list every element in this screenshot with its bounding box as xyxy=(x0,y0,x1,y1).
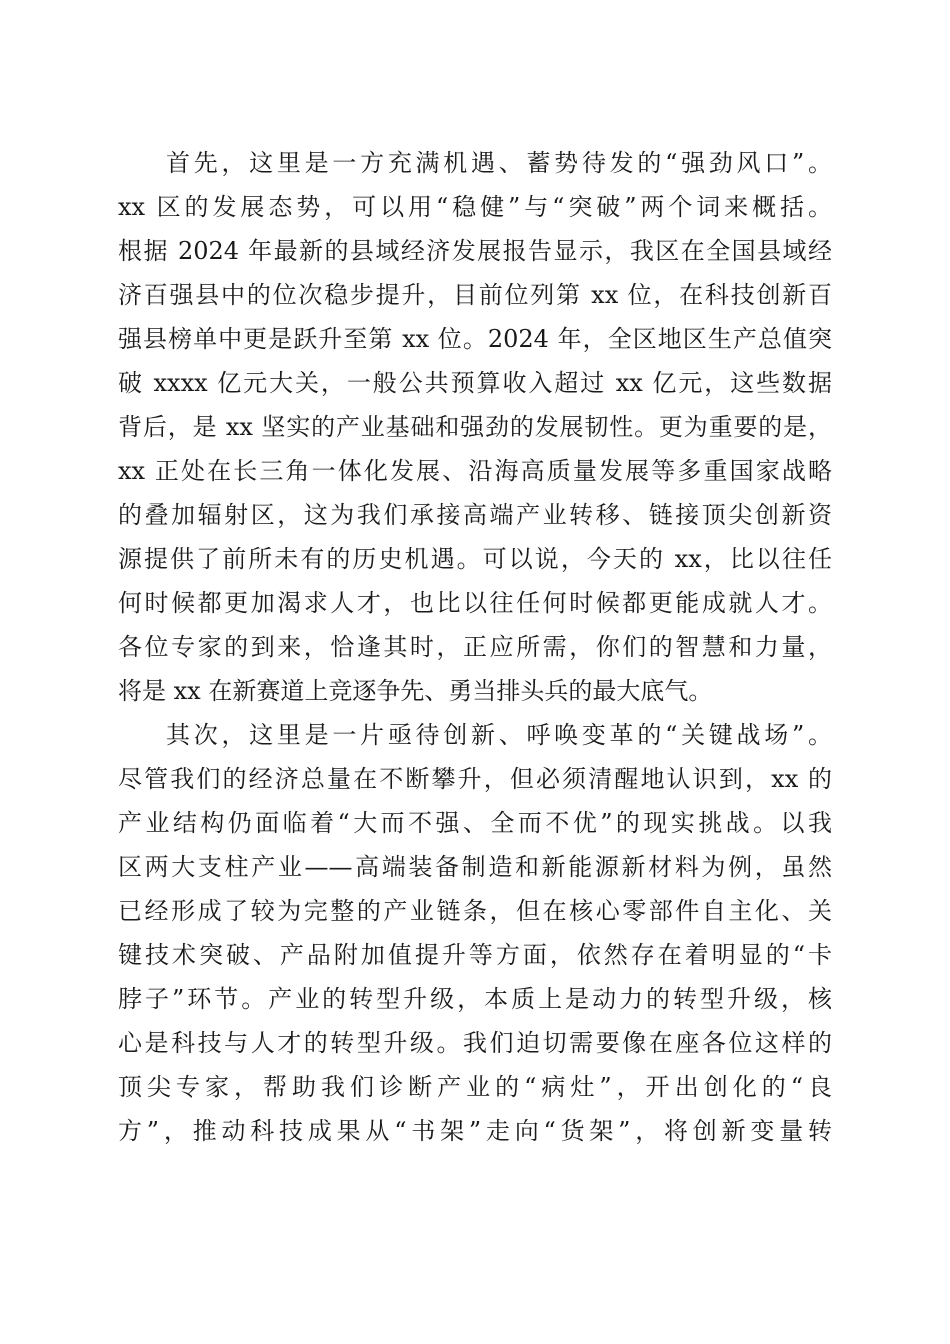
text-line: 已经形成了较为完整的产业链条，但在核心零部件自主化、关 xyxy=(118,897,832,925)
text-line: 强县榜单中更是跃升至第 xx 位。2024 年，全区地区生产总值突 xyxy=(118,325,832,353)
text-line: xx 区的发展态势，可以用“稳健”与“突破”两个词来概括。 xyxy=(118,193,832,221)
text-line: 产业结构仍面临着“大而不强、全而不优”的现实挑战。以我 xyxy=(118,809,832,837)
text-line: 破 xxxx 亿元大关，一般公共预算收入超过 xx 亿元，这些数据 xyxy=(118,369,832,397)
text-line: 区两大支柱产业——高端装备制造和新能源新材料为例，虽然 xyxy=(118,853,832,881)
paragraph-2 xyxy=(118,713,832,1153)
text-line: 心是科技与人才的转型升级。我们迫切需要像在座各位这样的 xyxy=(118,1029,832,1057)
text-line: 的叠加辐射区，这为我们承接高端产业转移、链接顶尖创新资 xyxy=(118,501,832,529)
text-line: 方”，推动科技成果从“书架”走向“货架”，将创新变量转 xyxy=(118,1117,832,1145)
text-line: xx 正处在长三角一体化发展、沿海高质量发展等多重国家战略 xyxy=(118,457,832,485)
text-line: 济百强县中的位次稳步提升，目前位列第 xx 位，在科技创新百 xyxy=(118,281,832,309)
text-line: 首先，这里是一方充满机遇、蓄势待发的“强劲风口”。 xyxy=(166,149,832,177)
text-line: 源提供了前所未有的历史机遇。可以说，今天的 xx，比以往任 xyxy=(118,545,832,573)
text-line: 其次，这里是一片亟待创新、呼唤变革的“关键战场”。 xyxy=(166,721,832,749)
text-line: 将是 xx 在新赛道上竞逐争先、勇当排头兵的最大底气。 xyxy=(118,677,713,705)
text-line: 各位专家的到来，恰逢其时，正应所需，你们的智慧和力量， xyxy=(118,633,832,661)
paragraph-1 xyxy=(118,141,832,713)
text-line: 顶尖专家，帮助我们诊断产业的“病灶”，开出创化的“良 xyxy=(118,1073,832,1101)
text-line: 脖子”环节。产业的转型升级，本质上是动力的转型升级，核 xyxy=(118,985,832,1013)
document-body xyxy=(118,141,832,1153)
text-line: 何时候都更加渴求人才，也比以往任何时候都更能成就人才。 xyxy=(118,589,832,617)
text-line: 背后，是 xx 坚实的产业基础和强劲的发展韧性。更为重要的是， xyxy=(118,413,832,441)
text-line: 尽管我们的经济总量在不断攀升，但必须清醒地认识到，xx 的 xyxy=(118,765,832,793)
text-line: 键技术突破、产品附加值提升等方面，依然存在着明显的“卡 xyxy=(118,941,832,969)
text-line: 根据 2024 年最新的县域经济发展报告显示，我区在全国县域经 xyxy=(118,237,832,265)
